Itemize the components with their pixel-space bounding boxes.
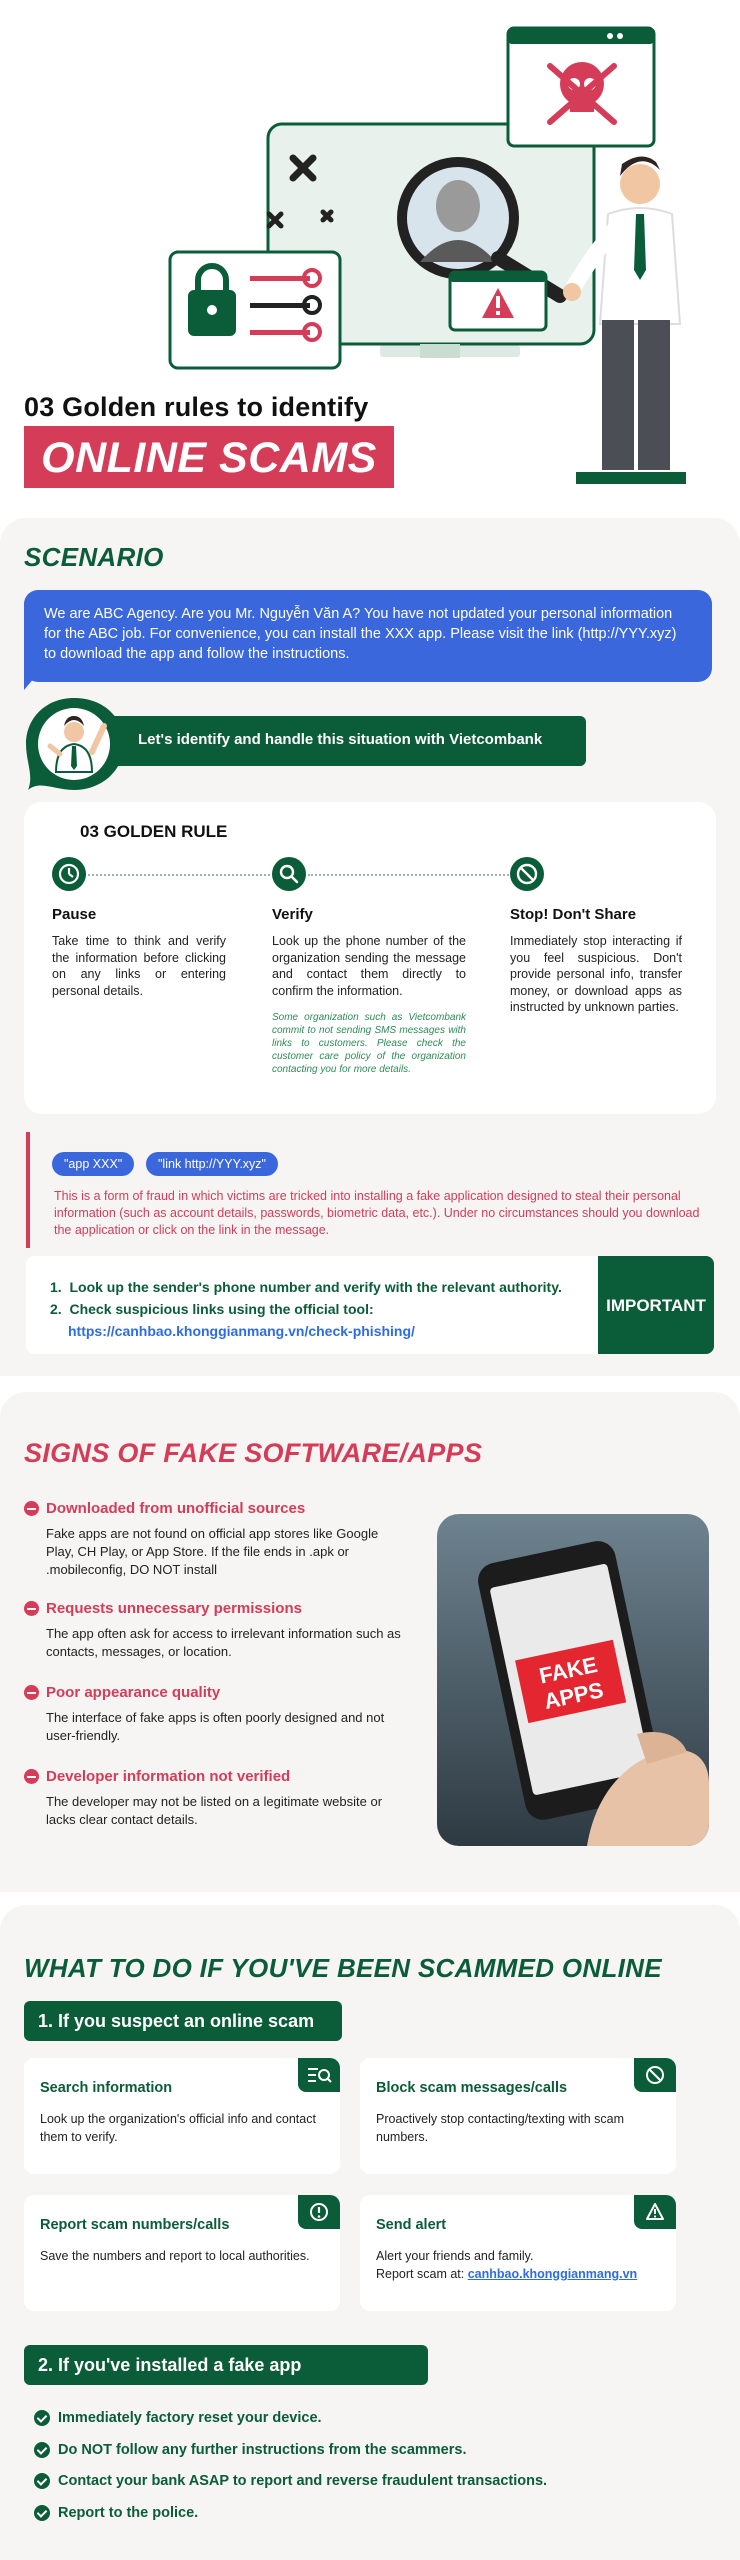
signs-section	[0, 1392, 740, 1892]
identify-label: Let's identify and handle this situation with Vietcombank	[108, 716, 586, 766]
rule-connector	[308, 874, 524, 876]
card-text: Look up the organization's official info and contact them to verify.	[40, 2112, 316, 2144]
important-box	[26, 1256, 714, 1354]
rule-text: Immediately stop interacting if you feel suspicious. Don't provide personal info, transfer money, or download apps as instructed by unknown parties.	[510, 934, 682, 1014]
phishing-check-link[interactable]: https://canhbao.khonggianmang.vn/check-phishing/	[68, 1323, 415, 1339]
check-item: Immediately factory reset your device.	[34, 2410, 322, 2426]
hero-banner	[24, 426, 394, 488]
step-2-bar: 2. If you've installed a fake app	[24, 2345, 428, 2385]
card-text: Save the numbers and report to local authorities.	[40, 2249, 310, 2263]
stop-icon	[510, 857, 544, 891]
rule-text: Look up the phone number of the organization sending the message and contact them directly to confirm the information.	[272, 934, 466, 998]
minus-circle-icon	[24, 1601, 39, 1616]
card-text: Alert your friends and family. Report scam at: canhbao.khonggianmang.vn	[376, 2249, 638, 2281]
important-list	[50, 1276, 590, 1342]
check-circle-icon	[34, 2505, 50, 2521]
rule-name: Pause	[52, 906, 97, 923]
action-card	[24, 2058, 340, 2174]
link-chip: "link http://YYY.xyz"	[146, 1152, 278, 1176]
rule-note: Some organization such as Vietcombank commit to not sending SMS messages with links to customers. Please check the customer care policy of the organization contacting you for more details.	[272, 1012, 466, 1075]
fake-apps-phone-image	[437, 1514, 709, 1846]
scenario-section	[0, 518, 740, 1376]
hero-banner-text: ONLINE SCAMS	[41, 434, 377, 482]
hero-title: 03 Golden rules to identify	[24, 392, 369, 422]
check-item: Contact your bank ASAP to report and reverse fraudulent transactions.	[34, 2473, 547, 2489]
rule-pause	[52, 906, 226, 999]
sign-text: The interface of fake apps is often poorly designed and not user-friendly.	[46, 1710, 385, 1743]
sign-item	[24, 1600, 401, 1661]
action-card	[360, 2058, 676, 2174]
rule-name: Stop! Don't Share	[510, 906, 637, 923]
check-item: Do NOT follow any further instructions from the scammers.	[34, 2442, 466, 2458]
card-title: Send alert	[376, 2217, 447, 2233]
skull-window-icon	[508, 28, 654, 146]
golden-rules-heading: 03 GOLDEN RULE	[80, 822, 228, 841]
warning-text: This is a form of fraud in which victims are tricked into installing a fake application designed to steal their personal information (such as account details, passwords, biometric data, etc.). Under no circumstances should you download the application or click on the link in the message.	[54, 1189, 700, 1237]
sign-text: Fake apps are not found on official app stores like Google Play, CH Play, or App Store. If the file ends in .apk or .mobileconfig, DO NOT install	[46, 1526, 379, 1577]
phone-screen-text: APPS	[541, 1677, 606, 1715]
alert-circle-icon	[298, 2195, 340, 2229]
scenario-title: SCENARIO	[24, 542, 164, 572]
app-chip: "app XXX"	[52, 1152, 134, 1176]
warning-window-icon	[450, 272, 546, 330]
golden-rules-card	[24, 802, 716, 1114]
important-label: IMPORTANT	[598, 1256, 714, 1354]
lock-keys-icon	[170, 252, 340, 368]
search-icon	[272, 857, 306, 891]
search-list-icon	[298, 2058, 340, 2092]
advisor-badge-icon	[24, 696, 126, 792]
card-title: Search information	[40, 2080, 173, 2096]
sign-item	[24, 1768, 394, 1829]
sign-title: Requests unnecessary permissions	[46, 1600, 302, 1617]
sign-item	[24, 1500, 394, 1579]
pause-clock-icon	[52, 857, 86, 891]
bubble-tail	[24, 664, 46, 690]
phone-screen-text: FAKE	[536, 1651, 600, 1689]
identify-banner	[24, 696, 564, 792]
rule-connector	[68, 874, 286, 876]
sign-title: Poor appearance quality	[46, 1684, 221, 1701]
important-item: 2. Check suspicious links using the official tool:	[50, 1301, 374, 1317]
signs-title: SIGNS OF FAKE SOFTWARE/APPS	[24, 1438, 483, 1468]
rule-text: Take time to think and verify the information before clicking on any links or entering personal details.	[52, 934, 226, 998]
rule-name: Verify	[272, 906, 313, 923]
what-to-do-title: WHAT TO DO IF YOU'VE BEEN SCAMMED ONLINE	[24, 1953, 662, 1983]
scam-message-bubble: We are ABC Agency. Are you Mr. Nguyễn Văn A? You have not updated your personal information for the ABC job. For convenience, you can install the XXX app. Please visit the link (http://YYY.xyz) to download the app and follow the instructions.	[24, 590, 712, 682]
action-card	[24, 2195, 340, 2311]
warning-triangle-icon	[634, 2195, 676, 2229]
card-title: Report scam numbers/calls	[40, 2217, 230, 2233]
sign-title: Downloaded from unofficial sources	[46, 1500, 306, 1517]
card-text: Proactively stop contacting/texting with scam numbers.	[376, 2112, 625, 2144]
report-scam-link[interactable]: canhbao.khonggianmang.vn	[467, 2267, 638, 2281]
sign-text: The developer may not be listed on a legitimate website or lacks clear contact details.	[46, 1794, 383, 1827]
sign-text: The app often ask for access to irrelevant information such as contacts, messages, or location.	[46, 1626, 401, 1659]
sign-title: Developer information not verified	[46, 1768, 291, 1785]
check-circle-icon	[34, 2442, 50, 2458]
check-circle-icon	[34, 2473, 50, 2489]
block-icon	[634, 2058, 676, 2092]
check-item: Report to the police.	[34, 2505, 198, 2521]
rule-stop	[510, 906, 682, 1016]
what-to-do-section	[0, 1905, 740, 2560]
minus-circle-icon	[24, 1769, 39, 1784]
minus-circle-icon	[24, 1685, 39, 1700]
step-1-bar: 1. If you suspect an online scam	[24, 2001, 342, 2041]
card-title: Block scam messages/calls	[376, 2080, 568, 2096]
minus-circle-icon	[24, 1501, 39, 1516]
hero-section	[0, 0, 740, 510]
sign-item	[24, 1684, 394, 1745]
action-card	[360, 2195, 676, 2311]
fraud-warning	[26, 1132, 716, 1248]
check-circle-icon	[34, 2410, 50, 2426]
important-item: 1. Look up the sender's phone number and verify with the relevant authority.	[50, 1279, 562, 1295]
rule-verify	[272, 906, 466, 1076]
